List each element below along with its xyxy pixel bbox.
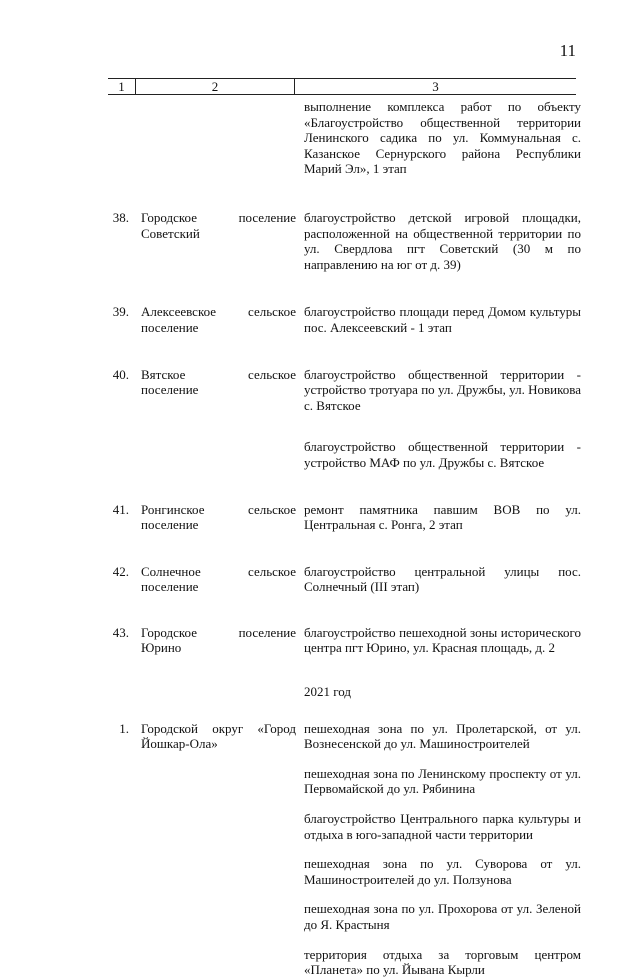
row-municipality: Городское поселение Советский — [141, 209, 296, 241]
table-row-continued — [108, 99, 581, 177]
row-number: 38. — [112, 209, 129, 225]
row-number: 39. — [112, 304, 129, 320]
row-municipality: Солнечное сельское поселение — [141, 563, 296, 595]
year-heading: 2021 год — [304, 684, 351, 700]
row-number: 42. — [112, 563, 129, 579]
row-description: пешеходная зона по ул. Прохорова от ул. Зеленой до Я. Крастыня — [304, 901, 581, 932]
table-header — [108, 78, 576, 95]
document-body — [108, 99, 581, 978]
table-row — [108, 501, 581, 533]
row-description: территория отдыха за торговым центром «Планета» по ул. Йывана Кырли — [304, 946, 581, 978]
table-row — [108, 624, 581, 656]
row-description: благоустройство центральной улицы пос. Солнечный (III этап) — [304, 563, 581, 595]
row-municipality: Алексеевское сельское поселение — [141, 304, 296, 335]
table-row — [108, 366, 581, 471]
row-number: 1. — [119, 720, 129, 736]
row-municipality: Городское поселение Юрино — [141, 624, 296, 656]
table-row — [108, 563, 581, 595]
row-municipality: Городской округ «Город Йошкар-Ола» — [141, 720, 296, 752]
row-description: пешеходная зона по ул. Пролетарской, от ул. Вознесенской до ул. Машиностроителей — [304, 720, 581, 752]
row-description: благоустройство площади перед Домом культуры пос. Алексеевский - 1 этап — [304, 304, 581, 335]
row-number: 43. — [112, 624, 129, 640]
row-description: ремонт памятника павшим ВОВ по ул. Центральная с. Ронга, 2 этап — [304, 501, 581, 533]
header-col-3: 3 — [295, 79, 577, 95]
row-description: благоустройство общественной территории - устройство тротуара по ул. Дружбы, ул. Новикова с. Вятское — [304, 366, 581, 413]
table-row — [108, 304, 581, 335]
row-municipality: Ронгинское сельское поселение — [141, 501, 296, 533]
row-municipality: Вятское сельское поселение — [141, 366, 296, 398]
table-row — [108, 209, 581, 272]
row-description: благоустройство детской игровой площадки, расположенной на общественной территории по ул. Свердлова пгт Советский (30 м по направлению на юг от д. 39) — [304, 209, 581, 272]
row-number: 40. — [112, 366, 129, 382]
row-description: благоустройство Центрального парка культуры и отдыха в юго-западной части территории — [304, 811, 581, 842]
row-description: пешеходная зона по ул. Суворова от ул. Машиностроителей до ул. Ползунова — [304, 856, 581, 887]
header-col-1: 1 — [108, 79, 136, 95]
row-description: благоустройство общественной территории - устройство МАФ по ул. Дружбы с. Вятское — [304, 439, 581, 470]
row-description: благоустройство пешеходной зоны исторического центра пгт Юрино, ул. Красная площадь, д. 2 — [304, 624, 581, 656]
header-col-2: 2 — [136, 79, 295, 95]
row-description: пешеходная зона по Ленинскому проспекту от ул. Первомайской до ул. Рябинина — [304, 765, 581, 797]
row-number: 41. — [112, 501, 129, 517]
table-row — [108, 720, 581, 978]
row-description: выполнение комплекса работ по объекту «Благоустройство общественной территории Ленинского садика по ул. Коммунальная с. Казанское Сернурского района Республики Марий Эл», 1 этап — [304, 99, 581, 177]
page-number: 11 — [559, 41, 576, 60]
